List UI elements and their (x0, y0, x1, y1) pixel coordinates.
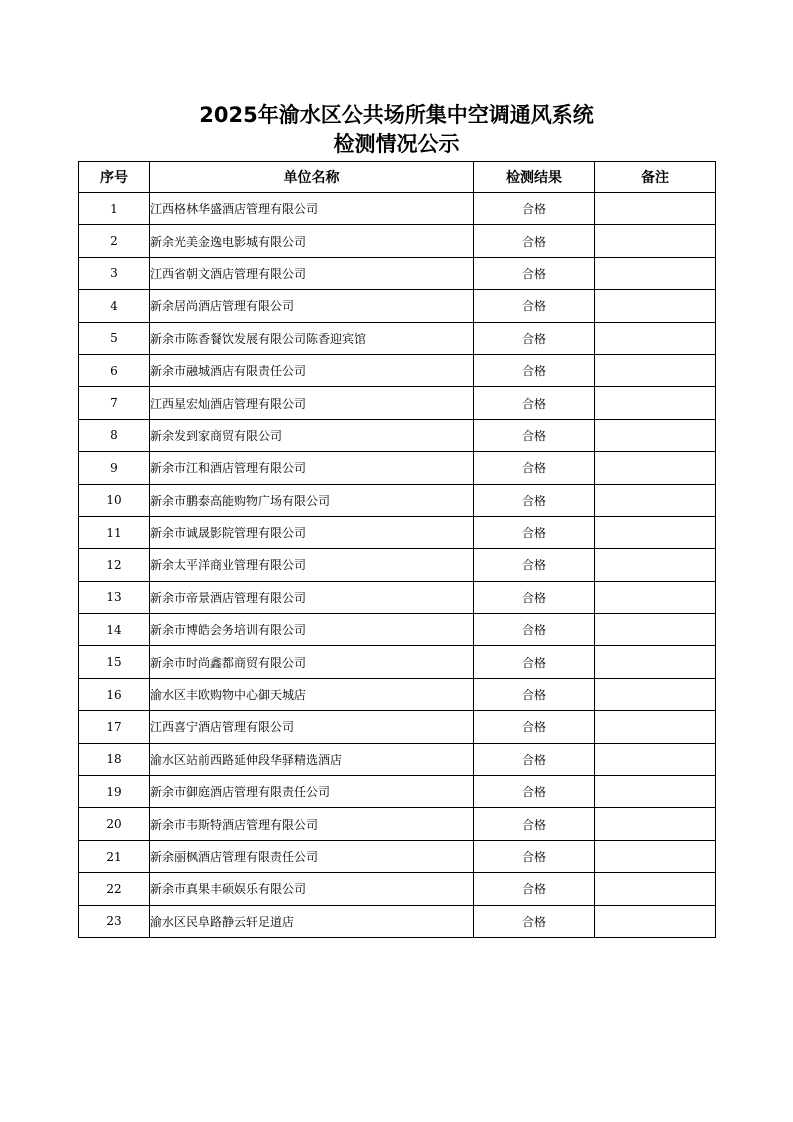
row-remarks (595, 776, 716, 808)
row-test-result: 合格 (474, 776, 595, 808)
row-test-result: 合格 (474, 484, 595, 516)
row-serial-number: 9 (79, 452, 150, 484)
row-unit-name: 新余丽枫酒店管理有限责任公司 (150, 840, 474, 872)
row-test-result: 合格 (474, 711, 595, 743)
table-row (79, 193, 716, 225)
table-row (79, 387, 716, 419)
row-serial-number: 14 (79, 614, 150, 646)
table-header-row (79, 162, 716, 193)
table-row (79, 484, 716, 516)
row-test-result: 合格 (474, 225, 595, 257)
row-remarks (595, 905, 716, 937)
row-remarks (595, 743, 716, 775)
row-remarks (595, 290, 716, 322)
table-row (79, 873, 716, 905)
row-serial-number: 1 (79, 193, 150, 225)
row-remarks (595, 225, 716, 257)
table-row (79, 549, 716, 581)
row-serial-number: 6 (79, 354, 150, 386)
row-unit-name: 渝水区民阜路静云轩足道店 (150, 905, 474, 937)
row-remarks (595, 873, 716, 905)
table-row (79, 840, 716, 872)
table-row (79, 646, 716, 678)
row-remarks (595, 678, 716, 710)
table-row (79, 776, 716, 808)
table-body (79, 193, 716, 938)
row-serial-number: 22 (79, 873, 150, 905)
row-serial-number: 16 (79, 678, 150, 710)
row-unit-name: 新余市御庭酒店管理有限责任公司 (150, 776, 474, 808)
row-serial-number: 23 (79, 905, 150, 937)
row-remarks (595, 516, 716, 548)
page-title-line-2: 检测情况公示 (333, 132, 460, 156)
row-remarks (595, 193, 716, 225)
row-serial-number: 19 (79, 776, 150, 808)
row-test-result: 合格 (474, 614, 595, 646)
table-row (79, 354, 716, 386)
header-serial-number: 序号 (79, 162, 150, 193)
row-test-result: 合格 (474, 419, 595, 451)
row-serial-number: 3 (79, 257, 150, 289)
table-row (79, 516, 716, 548)
row-serial-number: 2 (79, 225, 150, 257)
row-serial-number: 13 (79, 581, 150, 613)
row-unit-name: 新余市融城酒店有限责任公司 (150, 354, 474, 386)
table-row (79, 743, 716, 775)
row-unit-name: 新余太平洋商业管理有限公司 (150, 549, 474, 581)
row-serial-number: 5 (79, 322, 150, 354)
page-title-line-1: 2025年渝水区公共场所集中空调通风系统 (199, 103, 594, 127)
table-row (79, 452, 716, 484)
row-remarks (595, 484, 716, 516)
row-test-result: 合格 (474, 290, 595, 322)
table-row (79, 711, 716, 743)
row-unit-name: 渝水区丰欧购物中心御天城店 (150, 678, 474, 710)
row-test-result: 合格 (474, 257, 595, 289)
row-unit-name: 江西星宏灿酒店管理有限公司 (150, 387, 474, 419)
row-unit-name: 江西格林华盛酒店管理有限公司 (150, 193, 474, 225)
row-test-result: 合格 (474, 516, 595, 548)
row-remarks (595, 614, 716, 646)
table-row (79, 419, 716, 451)
row-unit-name: 新余市诚晟影院管理有限公司 (150, 516, 474, 548)
row-test-result: 合格 (474, 354, 595, 386)
row-unit-name: 新余居尚酒店管理有限公司 (150, 290, 474, 322)
row-serial-number: 20 (79, 808, 150, 840)
row-test-result: 合格 (474, 322, 595, 354)
row-unit-name: 新余市陈香餐饮发展有限公司陈香迎宾馆 (150, 322, 474, 354)
row-unit-name: 江西喜宁酒店管理有限公司 (150, 711, 474, 743)
row-remarks (595, 646, 716, 678)
table-row (79, 905, 716, 937)
row-unit-name: 江西省朝文酒店管理有限公司 (150, 257, 474, 289)
row-remarks (595, 257, 716, 289)
row-test-result: 合格 (474, 840, 595, 872)
row-unit-name: 新余光美金逸电影城有限公司 (150, 225, 474, 257)
row-remarks (595, 711, 716, 743)
row-remarks (595, 354, 716, 386)
row-remarks (595, 419, 716, 451)
inspection-results-table (78, 161, 716, 938)
header-test-result: 检测结果 (474, 162, 595, 193)
row-serial-number: 18 (79, 743, 150, 775)
row-serial-number: 21 (79, 840, 150, 872)
table-row (79, 290, 716, 322)
row-serial-number: 7 (79, 387, 150, 419)
row-remarks (595, 581, 716, 613)
row-remarks (595, 549, 716, 581)
row-unit-name: 新余市鹏泰高能购物广场有限公司 (150, 484, 474, 516)
row-serial-number: 11 (79, 516, 150, 548)
row-test-result: 合格 (474, 549, 595, 581)
row-test-result: 合格 (474, 873, 595, 905)
row-test-result: 合格 (474, 452, 595, 484)
table-row (79, 614, 716, 646)
row-test-result: 合格 (474, 193, 595, 225)
row-unit-name: 新余市时尚鑫都商贸有限公司 (150, 646, 474, 678)
row-test-result: 合格 (474, 646, 595, 678)
row-remarks (595, 808, 716, 840)
row-test-result: 合格 (474, 387, 595, 419)
row-serial-number: 8 (79, 419, 150, 451)
row-test-result: 合格 (474, 743, 595, 775)
row-serial-number: 4 (79, 290, 150, 322)
row-test-result: 合格 (474, 905, 595, 937)
row-unit-name: 渝水区站前西路延伸段华驿精选酒店 (150, 743, 474, 775)
header-remarks: 备注 (595, 162, 716, 193)
table-row (79, 225, 716, 257)
row-serial-number: 15 (79, 646, 150, 678)
row-serial-number: 17 (79, 711, 150, 743)
table-row (79, 581, 716, 613)
table-row (79, 322, 716, 354)
row-remarks (595, 322, 716, 354)
row-test-result: 合格 (474, 808, 595, 840)
table-row (79, 678, 716, 710)
row-test-result: 合格 (474, 581, 595, 613)
row-remarks (595, 452, 716, 484)
table-row (79, 257, 716, 289)
row-remarks (595, 387, 716, 419)
row-unit-name: 新余市江和酒店管理有限公司 (150, 452, 474, 484)
row-unit-name: 新余市韦斯特酒店管理有限公司 (150, 808, 474, 840)
row-unit-name: 新余市帝景酒店管理有限公司 (150, 581, 474, 613)
row-unit-name: 新余发到家商贸有限公司 (150, 419, 474, 451)
row-unit-name: 新余市博皓会务培训有限公司 (150, 614, 474, 646)
row-remarks (595, 840, 716, 872)
row-test-result: 合格 (474, 678, 595, 710)
table-row (79, 808, 716, 840)
row-serial-number: 12 (79, 549, 150, 581)
header-unit-name: 单位名称 (150, 162, 474, 193)
row-unit-name: 新余市真果丰硕娱乐有限公司 (150, 873, 474, 905)
row-serial-number: 10 (79, 484, 150, 516)
